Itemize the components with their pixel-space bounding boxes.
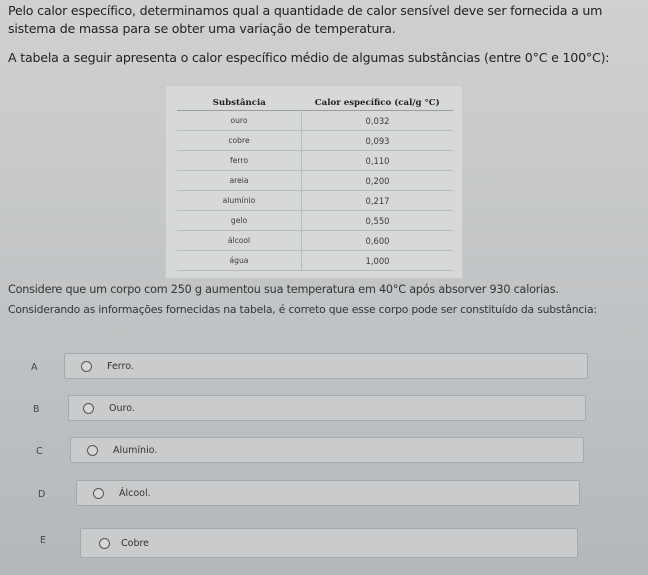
- table-cell-substance: ouro: [177, 111, 302, 131]
- table-cell-value: 0,110: [302, 151, 454, 171]
- table-row: [177, 111, 453, 131]
- option-b-letter: B: [33, 404, 40, 415]
- question-intro-text: Pelo calor específico, determinamos qual a quantidade de calor sensível deve ser fornecida a um sistema de massa para se obter uma variação de temperatura.: [8, 3, 603, 37]
- table-cell-value: 0,200: [302, 171, 454, 191]
- table-cell-value: 0,550: [302, 211, 454, 231]
- option-b-radio[interactable]: [83, 403, 94, 414]
- table-row: [177, 131, 453, 151]
- table-cell-value: 0,217: [302, 191, 454, 211]
- option-c-radio[interactable]: [87, 445, 98, 456]
- table-header-row: [177, 96, 453, 111]
- table-row: [177, 251, 453, 271]
- table-cell-value: 0,600: [302, 231, 454, 251]
- table-row: [177, 171, 453, 191]
- table-cell-substance: álcool: [177, 231, 302, 251]
- option-e-radio[interactable]: [99, 538, 110, 549]
- table-row: [177, 211, 453, 231]
- table-cell-value: 1,000: [302, 251, 454, 271]
- option-c-label: Alumínio.: [113, 445, 158, 456]
- table-cell-substance: gelo: [177, 211, 302, 231]
- option-d-radio[interactable]: [93, 488, 104, 499]
- table-header-substance: Substância: [177, 96, 302, 111]
- table-cell-substance: ferro: [177, 151, 302, 171]
- table-row: [177, 191, 453, 211]
- option-d[interactable]: [76, 480, 580, 506]
- table-cell-value: 0,032: [302, 111, 454, 131]
- option-e[interactable]: [80, 528, 578, 558]
- specific-heat-table-card: [166, 86, 462, 278]
- option-d-label: Álcool.: [119, 488, 151, 499]
- option-a-letter: A: [31, 362, 38, 373]
- option-e-letter: E: [40, 535, 47, 546]
- option-a-radio[interactable]: [81, 361, 92, 372]
- option-b[interactable]: [68, 395, 586, 421]
- table-cell-substance: areia: [177, 171, 302, 191]
- table-cell-value: 0,093: [302, 131, 454, 151]
- option-a-label: Ferro.: [107, 361, 134, 372]
- table-cell-substance: água: [177, 251, 302, 271]
- table-header-specific-heat: Calor específico (cal/g °C): [302, 96, 454, 111]
- option-a[interactable]: [64, 353, 588, 379]
- specific-heat-table: [177, 96, 453, 271]
- table-cell-substance: cobre: [177, 131, 302, 151]
- problem-statement-text: Considere que um corpo com 250 g aumentou sua temperatura em 40°C após absorver 930 calorias.: [8, 283, 559, 296]
- option-b-label: Ouro.: [109, 403, 135, 414]
- option-d-letter: D: [38, 489, 46, 500]
- question-prompt-text: Considerando as informações fornecidas na tabela, é correto que esse corpo pode ser constituído da substância:: [8, 303, 597, 316]
- table-row: [177, 151, 453, 171]
- option-c-letter: C: [36, 446, 43, 457]
- option-c[interactable]: [70, 437, 584, 463]
- table-intro-text: A tabela a seguir apresenta o calor específico médio de algumas substâncias (entre 0°C e 100°C):: [8, 50, 610, 65]
- table-row: [177, 231, 453, 251]
- option-e-label: Cobre: [121, 538, 150, 549]
- table-cell-substance: alumínio: [177, 191, 302, 211]
